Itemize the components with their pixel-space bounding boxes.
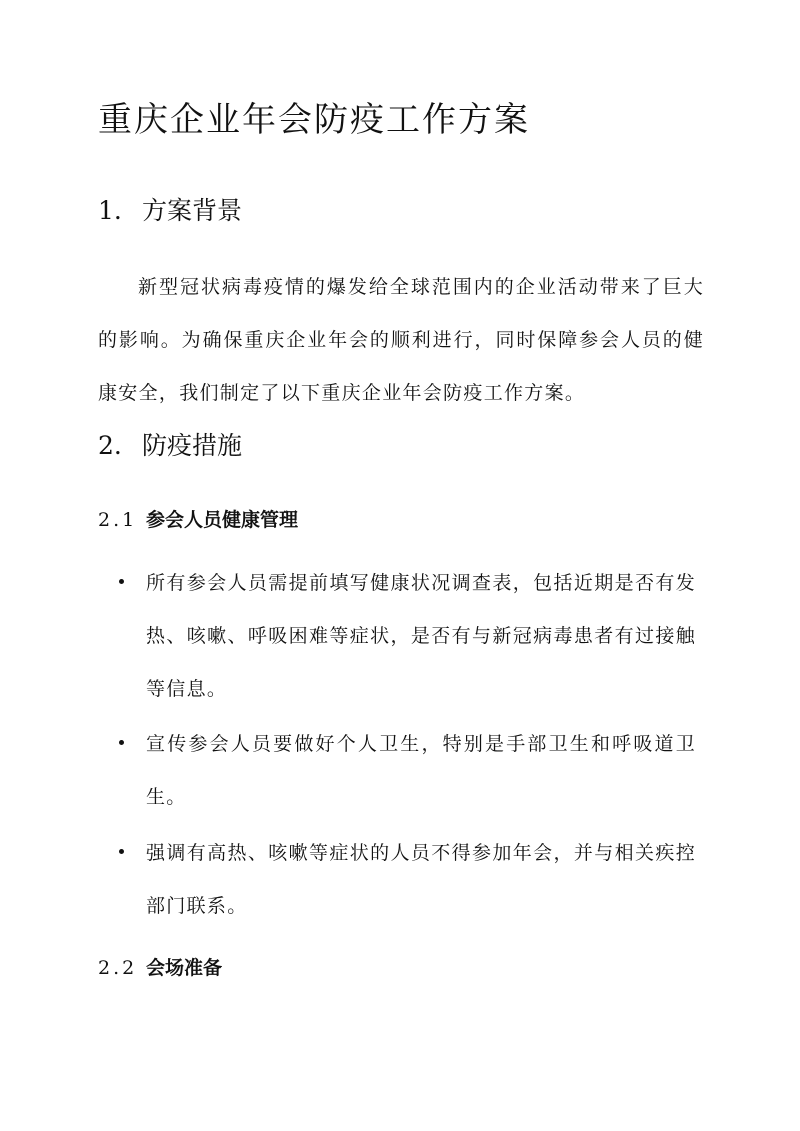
section-2-title: 防疫措施: [142, 431, 243, 460]
section-1-heading: [98, 193, 242, 229]
background-paragraph: 新型冠状病毒疫情的爆发给全球范围内的企业活动带来了巨大的影响。为确保重庆企业年会的顺利进行，同时保障参会人员的健康安全，我们制定了以下重庆企业年会防疫工作方案。: [98, 276, 704, 404]
section-1-title: 方案背景: [142, 196, 243, 225]
section-2-number: 2.: [98, 431, 122, 460]
subsection-2-1-heading: [98, 506, 298, 534]
section-2-heading: [98, 428, 242, 464]
bullet-text: 强调有高热、咳嗽等症状的人员不得参加年会，并与相关疾控部门联系。: [146, 842, 696, 917]
bullet-text: 宣传参会人员要做好个人卫生，特别是手部卫生和呼吸道卫生。: [146, 733, 696, 808]
subsection-2-2-heading: [98, 954, 222, 982]
document-title: 重庆企业年会防疫工作方案: [98, 100, 530, 140]
subsection-2-2-number: 2.2: [98, 957, 138, 979]
section-1-number: 1.: [98, 196, 122, 225]
subsection-2-1-number: 2.1: [98, 509, 138, 531]
bullet-dot-icon: [119, 740, 124, 745]
subsection-2-2-title: 会场准备: [146, 957, 223, 979]
bullet-dot-icon: [119, 849, 124, 854]
subsection-2-1-title: 参会人员健康管理: [146, 509, 299, 531]
bullet-text: 所有参会人员需提前填写健康状况调查表，包括近期是否有发热、咳嗽、呼吸困难等症状，是否有与新冠病毒患者有过接触等信息。: [146, 572, 696, 700]
bullet-dot-icon: [119, 579, 124, 584]
